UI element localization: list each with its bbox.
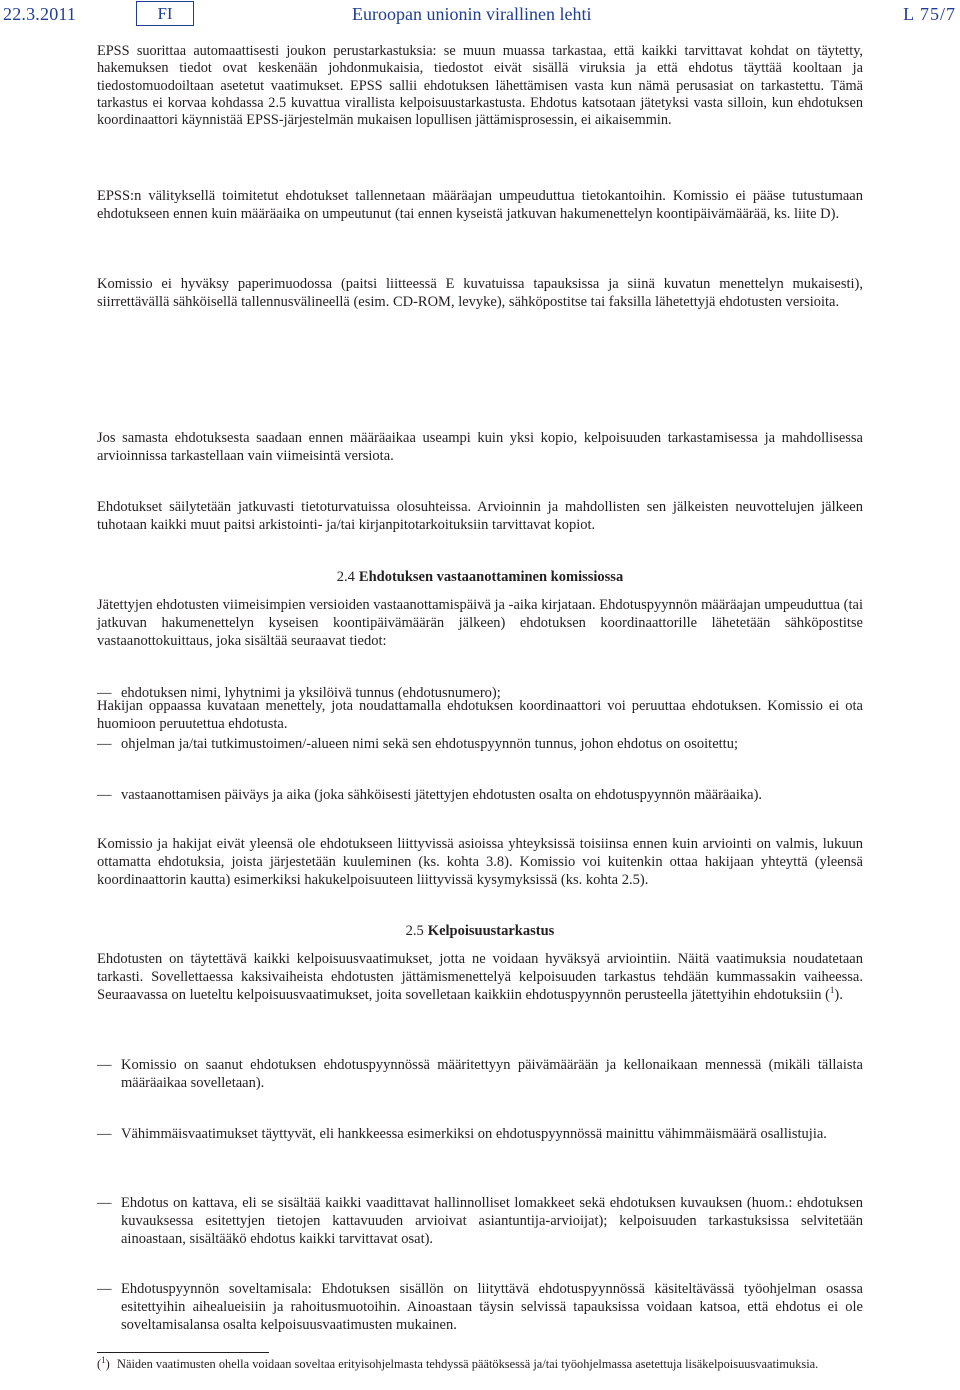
list-dash: — (97, 1195, 112, 1211)
list-dash: — (97, 787, 112, 803)
list-item-text: Ehdotuspyynnön soveltamisala: Ehdotuksen sisällön on liityttävä ehdotuspyynnössä käsiteltävässä työohjelman osassa esitettyihin aihealueisiin ja rahoitusmuotoihin. Ainoastaan täysin selvissä tapauksissa voidaan katsoa, että ehdotus ei ole soveltamisalansa osalta kelpoisuusvaatimusten mukainen. (121, 1281, 863, 1333)
footnote-marker: ($^1$) (97, 1354, 110, 1371)
section-number: 2.5 (405, 923, 424, 939)
paragraph: EPSS:n välityksellä toimitetut ehdotukset tallennetaan määräajan umpeuduttua tietokantoihin. Komissio ei pääse tutustumaan ehdotukseen ennen kuin määräaika on umpeutunut (tai ennen kyseistä jatkuvan hakumenettelyn koontipäivämäärää, ks. liite D). (97, 188, 863, 222)
paragraph: Hakijan oppaassa kuvataan menettely, jota noudattamalla ehdotuksen koordinaattori voi peruuttaa ehdotuksen. Komissio ei ota huomioon peruutettua ehdotusta. (97, 698, 863, 732)
list-item-text: ohjelman ja/tai tutkimustoimen/-alueen nimi sekä sen ehdotuspyynnön tunnus, johon ehdotus on osoitettu; (121, 736, 738, 752)
journal-title: Euroopan unionin virallinen lehti (352, 4, 592, 24)
list-item (97, 1126, 863, 1144)
language-badge: FI (136, 1, 194, 26)
section-heading-2-5 (97, 922, 863, 940)
list-dash: — (97, 1126, 112, 1142)
footnote-number: 1 (101, 1354, 106, 1365)
page-header (0, 0, 960, 36)
section-title: Ehdotuksen vastaanottaminen komissiossa (358, 569, 624, 585)
paragraph: Komissio ja hakijat eivät yleensä ole ehdotukseen liittyvissä asioissa yhteyksissä toisiinsa ennen kuin arviointi on valmis, lukuun ottamatta ehdotuksia, joista järjestetään kuuleminen (ks. kohta 3.8). Komissio voi kuitenkin ottaa hakijaan yhteyttä (yleensä koordinaattorin kautta) esimerkiksi hakukelpoisuuteen liittyvissä kysymyksissä (ks. kohta 2.5). (97, 836, 863, 888)
list-item-text: ehdotuksen nimi, lyhytnimi ja yksilöivä tunnus (ehdotusnumero); (121, 685, 501, 701)
list-dash: — (97, 1057, 112, 1073)
list-item-text: Vähimmäisvaatimukset täyttyvät, eli hankkeessa esimerkiksi on ehdotuspyynnössä mainittu vähimmäismäärä osallistujia. (121, 1126, 827, 1142)
paragraph: Jätettyjen ehdotusten viimeisimpien versioiden vastaanottamispäivä ja -aika kirjataan. Ehdotuspyynnön määräajan umpeuduttua (tai jatkuvan hakumenettelyn kyseisen koontipäivämäärän jälkeen) ehdotuksen koordinaattorille lähetetään sähköpostitse vastaanottokuittaus, joka sisältää seuraavat tiedot: (97, 597, 863, 649)
footnote-separator (97, 1352, 269, 1353)
footnote-reference[interactable]: 1 (829, 984, 835, 995)
section-number: 2.4 (336, 569, 355, 585)
paragraph-text: Ehdotusten on täytettävä kaikki kelpoisuusvaatimukset, jotta ne voidaan hyväksyä arviointiin. Näitä vaatimuksia noudatetaan tarkasti. Sovellettaessa kaksivaiheista ehdotusten jättämismenettelyä kelpoisuuden tarkastus tehdään kummassakin vaiheessa. Seuraavassa on lueteltu kelpoisuusvaatimukset, joita sovelletaan kaikkiin ehdotuspyynnön perusteella jätettyihin ehdotuksiin ( (97, 951, 863, 1003)
footnote-text: Näiden vaatimusten ohella voidaan soveltaa erityisohjelmasta tehdyssä päätöksessä ja/tai työohjelmassa asetettuja lisäkelpoisuusvaatimuksia. (117, 1357, 819, 1371)
list-item (97, 1195, 863, 1248)
footnote (97, 1354, 863, 1373)
paragraph: Komissio ei hyväksy paperimuodossa (paitsi liitteessä E kuvatuissa tapauksissa ja siinä kuvatun menettelyn mukaisesti), siirrettävällä sähköisellä tallennusvälineellä (esim. CD-ROM, levyke), sähköpostitse tai faksilla lähetettyjä ehdotusten versioita. (97, 276, 863, 310)
list-item (97, 736, 863, 754)
section-heading-2-4 (97, 568, 863, 586)
paragraph: Ehdotukset säilytetään jatkuvasti tietoturvatuissa olosuhteissa. Arvioinnin ja mahdollisten sen jälkeisten neuvottelujen jälkeen tuhotaan kaikki muut paitsi arkistointi- ja/tai kirjanpitotarkoituksiin tarvittavat kopiot. (97, 499, 863, 533)
publication-date: 22.3.2011 (3, 4, 77, 24)
list-item (97, 1057, 863, 1093)
list-item-text: vastaanottamisen päiväys ja aika (joka sähköisesti jätettyjen ehdotusten osalta on ehdotuspyynnön määräaika). (121, 787, 763, 803)
section-title: Kelpoisuustarkastus (427, 923, 555, 939)
paragraph-text-end: ). (834, 986, 843, 1003)
paragraph: Jos samasta ehdotuksesta saadaan ennen määräaikaa useampi kuin yksi kopio, kelpoisuuden tarkastamisessa ja mahdollisessa arvioinnissa tarkastellaan vain viimeisintä versiota. (97, 430, 863, 464)
paragraph (97, 951, 863, 1004)
page-number: L 75/7 (903, 4, 956, 24)
list-item (97, 685, 863, 703)
paragraph: EPSS suorittaa automaattisesti joukon perustarkastuksia: se muun muassa tarkastaa, että kaikki tarvittavat kohdat on täytetty, hakemuksen tiedot ovat keskenään johdonmukaisia, tiedostot eivät sisällä viruksia ja että ehdotus täyttää kooltaan ja tiedostomuodoiltaan asetetut vaatimukset. EPSS sallii ehdotuksen lähettämisen vasta kun nämä perusasiat on tarkastettu. Tämä tarkastus ei korvaa kohdassa 2.5 kuvattua virallista kelpoisuustarkastusta. Ehdotus katsotaan jätetyksi vasta silloin, kun ehdotuksen koordinaattori käynnistää EPSS-järjestelmän mukaisen lopullisen jättämisprosessin, ei aikaisemmin. (97, 43, 863, 129)
list-dash: — (97, 1281, 112, 1297)
list-item-text: Ehdotus on kattava, eli se sisältää kaikki vaadittavat hallinnolliset lomakkeet sekä ehdotuksen kuvauksen (huom.: ehdotuksen kuvauksessa esitettyjen tietojen kattavuuden arvioivat asiantuntija-arvioijat); kelpoisuuden tarkastuksissa selvitetään ainoastaan, sisältääkö ehdotus kaikki tarvittavat osat). (121, 1195, 863, 1247)
list-dash: — (97, 736, 112, 752)
list-item (97, 787, 863, 805)
list-item (97, 1281, 863, 1334)
list-item-text: Komissio on saanut ehdotuksen ehdotuspyynnössä määritettyyn päivämäärään ja kellonaikaan mennessä (mikäli tällaista määräaikaa sovelletaan). (121, 1057, 863, 1091)
list-dash: — (97, 685, 112, 701)
